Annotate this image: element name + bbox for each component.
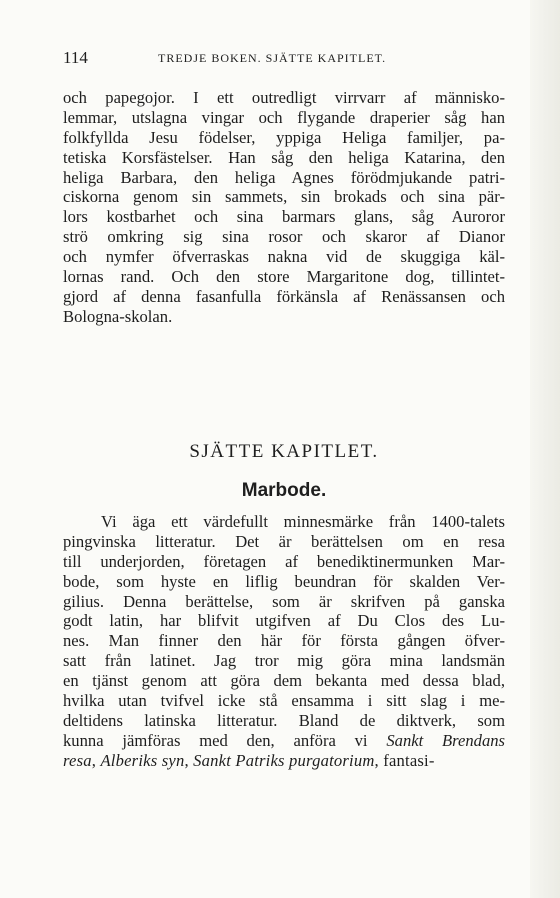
text-line: Vi äga ett värdefullt minnesmärke från 1400-talets [101, 512, 505, 531]
text-line [63, 731, 505, 751]
text-line: en tjänst genom att göra dem bekanta med dessa blad, [63, 671, 505, 691]
text-line: tetiska Korsfästelser. Han såg den heliga Katarina, den [63, 147, 505, 167]
text-line: lornas rand. Och den store Margaritone dog, tillintet- [63, 267, 505, 287]
section-title: Marbode. [241, 480, 327, 501]
italic-title-alberik: Alberiks syn [100, 750, 185, 770]
text-line: gilius. Denna berättelse, som är skrifven på ganska [63, 591, 505, 611]
text-line: Bologna-skolan. [63, 306, 173, 326]
page-header [63, 48, 503, 70]
text-fragment: , [184, 750, 194, 770]
running-head: TREDJE BOKEN. SJÄTTE KAPITLET. [158, 51, 387, 65]
text-line: och papegojor. I ett outredligt virrvarr af människo- [63, 88, 505, 107]
text-fragment: , fantasi- [374, 750, 435, 770]
text-line: ciskorna genom sin sammets, sin brokads och sina pär- [63, 187, 505, 207]
text-line: gjord af denna fasanfulla förkänsla af Renässansen och [63, 286, 505, 306]
page-edge-shadow [530, 0, 560, 898]
paragraph-continued [63, 88, 505, 327]
chapter-heading: SJÄTTE KAPITLET. [189, 441, 379, 462]
text-line: satt från latinet. Jag tror mig göra mina landsmän [63, 651, 505, 671]
italic-title-patrik: Sankt Patriks purgatorium [193, 750, 375, 770]
text-line: folkfyllda Jesu födelser, yppiga Heliga familjer, pa- [63, 127, 505, 147]
italic-title-brendan: Sankt Brendans [386, 730, 505, 750]
text-line: och nymfer öfverraskas nakna vid de skuggiga käl- [63, 247, 505, 267]
text-line: bode, som hyste en liflig beundran för skalden Ver- [63, 571, 505, 591]
text-line: godt latin, har blifvit utgifven af Du Clos des Lu- [63, 611, 505, 631]
text-line: deltidens latinska litteratur. Bland de diktverk, som [63, 710, 505, 730]
text-line: nes. Man finner den här för första gången öfver- [63, 631, 505, 651]
text-line: heliga Barbara, den heliga Agnes förödmjukande patri- [63, 167, 505, 187]
paragraph-marbode [63, 512, 505, 771]
text-line: lors kostbarhet och sina barmars glans, såg Auroror [63, 207, 505, 227]
text-fragment: kunna jämföras med den, anföra vi [63, 730, 368, 750]
text-line: strö omkring sig sina rosor och skaror af Dianor [63, 227, 505, 247]
text-line: pingvinska litteratur. Det är berättelsen om en resa [63, 531, 505, 551]
text-line: hvilka utan tvifvel icke stå ensamma i sitt slag i me- [63, 691, 505, 711]
text-line [63, 751, 505, 771]
text-line: lemmar, utslagna vingar och flygande draperier såg han [63, 107, 505, 127]
text-fragment: , [91, 750, 101, 770]
text-line: till underjorden, företagen af benediktinermunken Mar- [63, 551, 505, 571]
page-number: 114 [63, 48, 88, 67]
italic-title-resa: resa [63, 750, 92, 770]
